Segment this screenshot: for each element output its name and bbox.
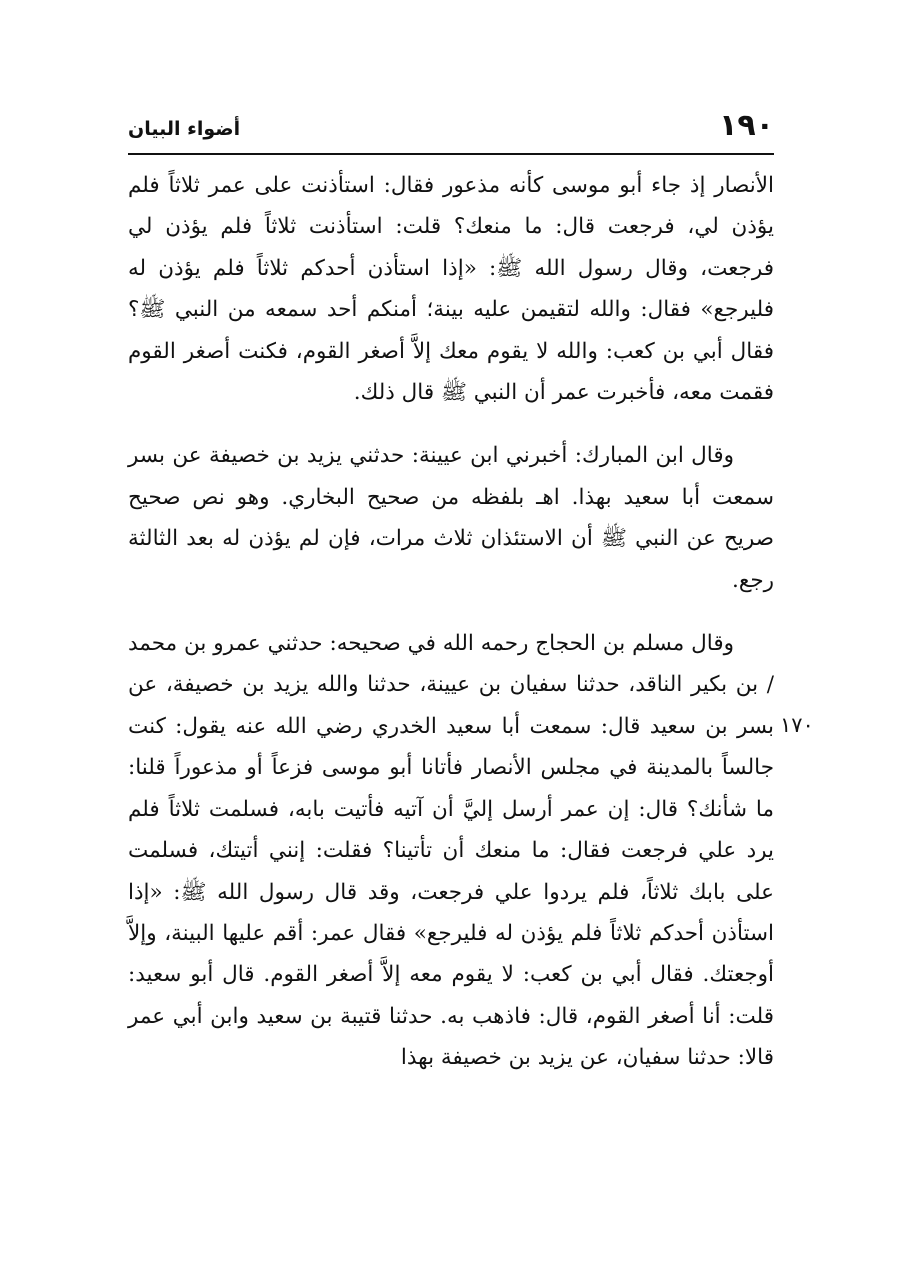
page-header [128,108,774,152]
paragraph-3: وقال مسلم بن الحجاج رحمه الله في صحيحه: حدثني عمرو بن محمد / بن بكير الناقد، حدثنا سفيان بن عيينة، حدثنا والله يزيد بن خصيفة، عن بسر بن سعيد قال: سمعت أبا سعيد الخدري رضي الله عنه يقول: كنت جالساً بالمدينة في مجلس الأنصار فأتانا أبو موسى فزعاً أو مذعوراً قلنا: ما شأنك؟ قال: إن عمر أرسل إليَّ أن آتيه فأتيت بابه، فسلمت ثلاثاً فلم يرد علي فرجعت فقال: ما منعك أن تأتينا؟ فقلت: إنني أتيتك، فسلمت على بابك ثلاثاً، فلم يردوا علي فرجعت، وقد قال رسول الله ﷺ: «إذا استأذن أحدكم ثلاثاً فلم يؤذن له فليرجع» فقال عمر: أقم عليها البينة، وإلاَّ أوجعتك. فقال أبي بن كعب: لا يقوم معه إلاَّ أصغر القوم. قال أبو سعيد: قلت: أنا أصغر القوم، قال: فاذهب به. حدثنا قتيبة بن سعيد وابن أبي عمر قالا: حدثنا سفيان، عن يزيد بن خصيفة بهذا [128,631,774,1071]
running-title: أضواء البيان [128,118,241,140]
paragraph-2: وقال ابن المبارك: أخبرني ابن عيينة: حدثني يزيد بن خصيفة عن بسر سمعت أبا سعيد بهذا. اهـ بلفظه من صحيح البخاري. وهو نص صحيح صريح عن النبي ﷺ أن الاستئذان ثلاث مرات، فإن لم يؤذن له بعد الثالثة رجع. [128,443,774,593]
header-rule [128,153,774,155]
page-number: ١٩٠ [719,108,774,143]
paragraph-1: الأنصار إذ جاء أبو موسى كأنه مذعور فقال: استأذنت على عمر ثلاثاً فلم يؤذن لي، فرجعت قال: ما منعك؟ قلت: استأذنت ثلاثاً فلم يؤذن لي فرجعت، وقال رسول الله ﷺ: «إذا استأذن أحدكم ثلاثاً فلم يؤذن له فليرجع» فقال: والله لتقيمن عليه بينة؛ أمنكم أحد سمعه من النبي ﷺ؟ فقال أبي بن كعب: والله لا يقوم معك إلاَّ أصغر القوم، فكنت أصغر القوم فقمت معه، فأخبرت عمر أن النبي ﷺ قال ذلك. [128,173,774,406]
margin-page-reference: ١٧٠ [780,713,814,737]
page-body [128,165,774,1079]
